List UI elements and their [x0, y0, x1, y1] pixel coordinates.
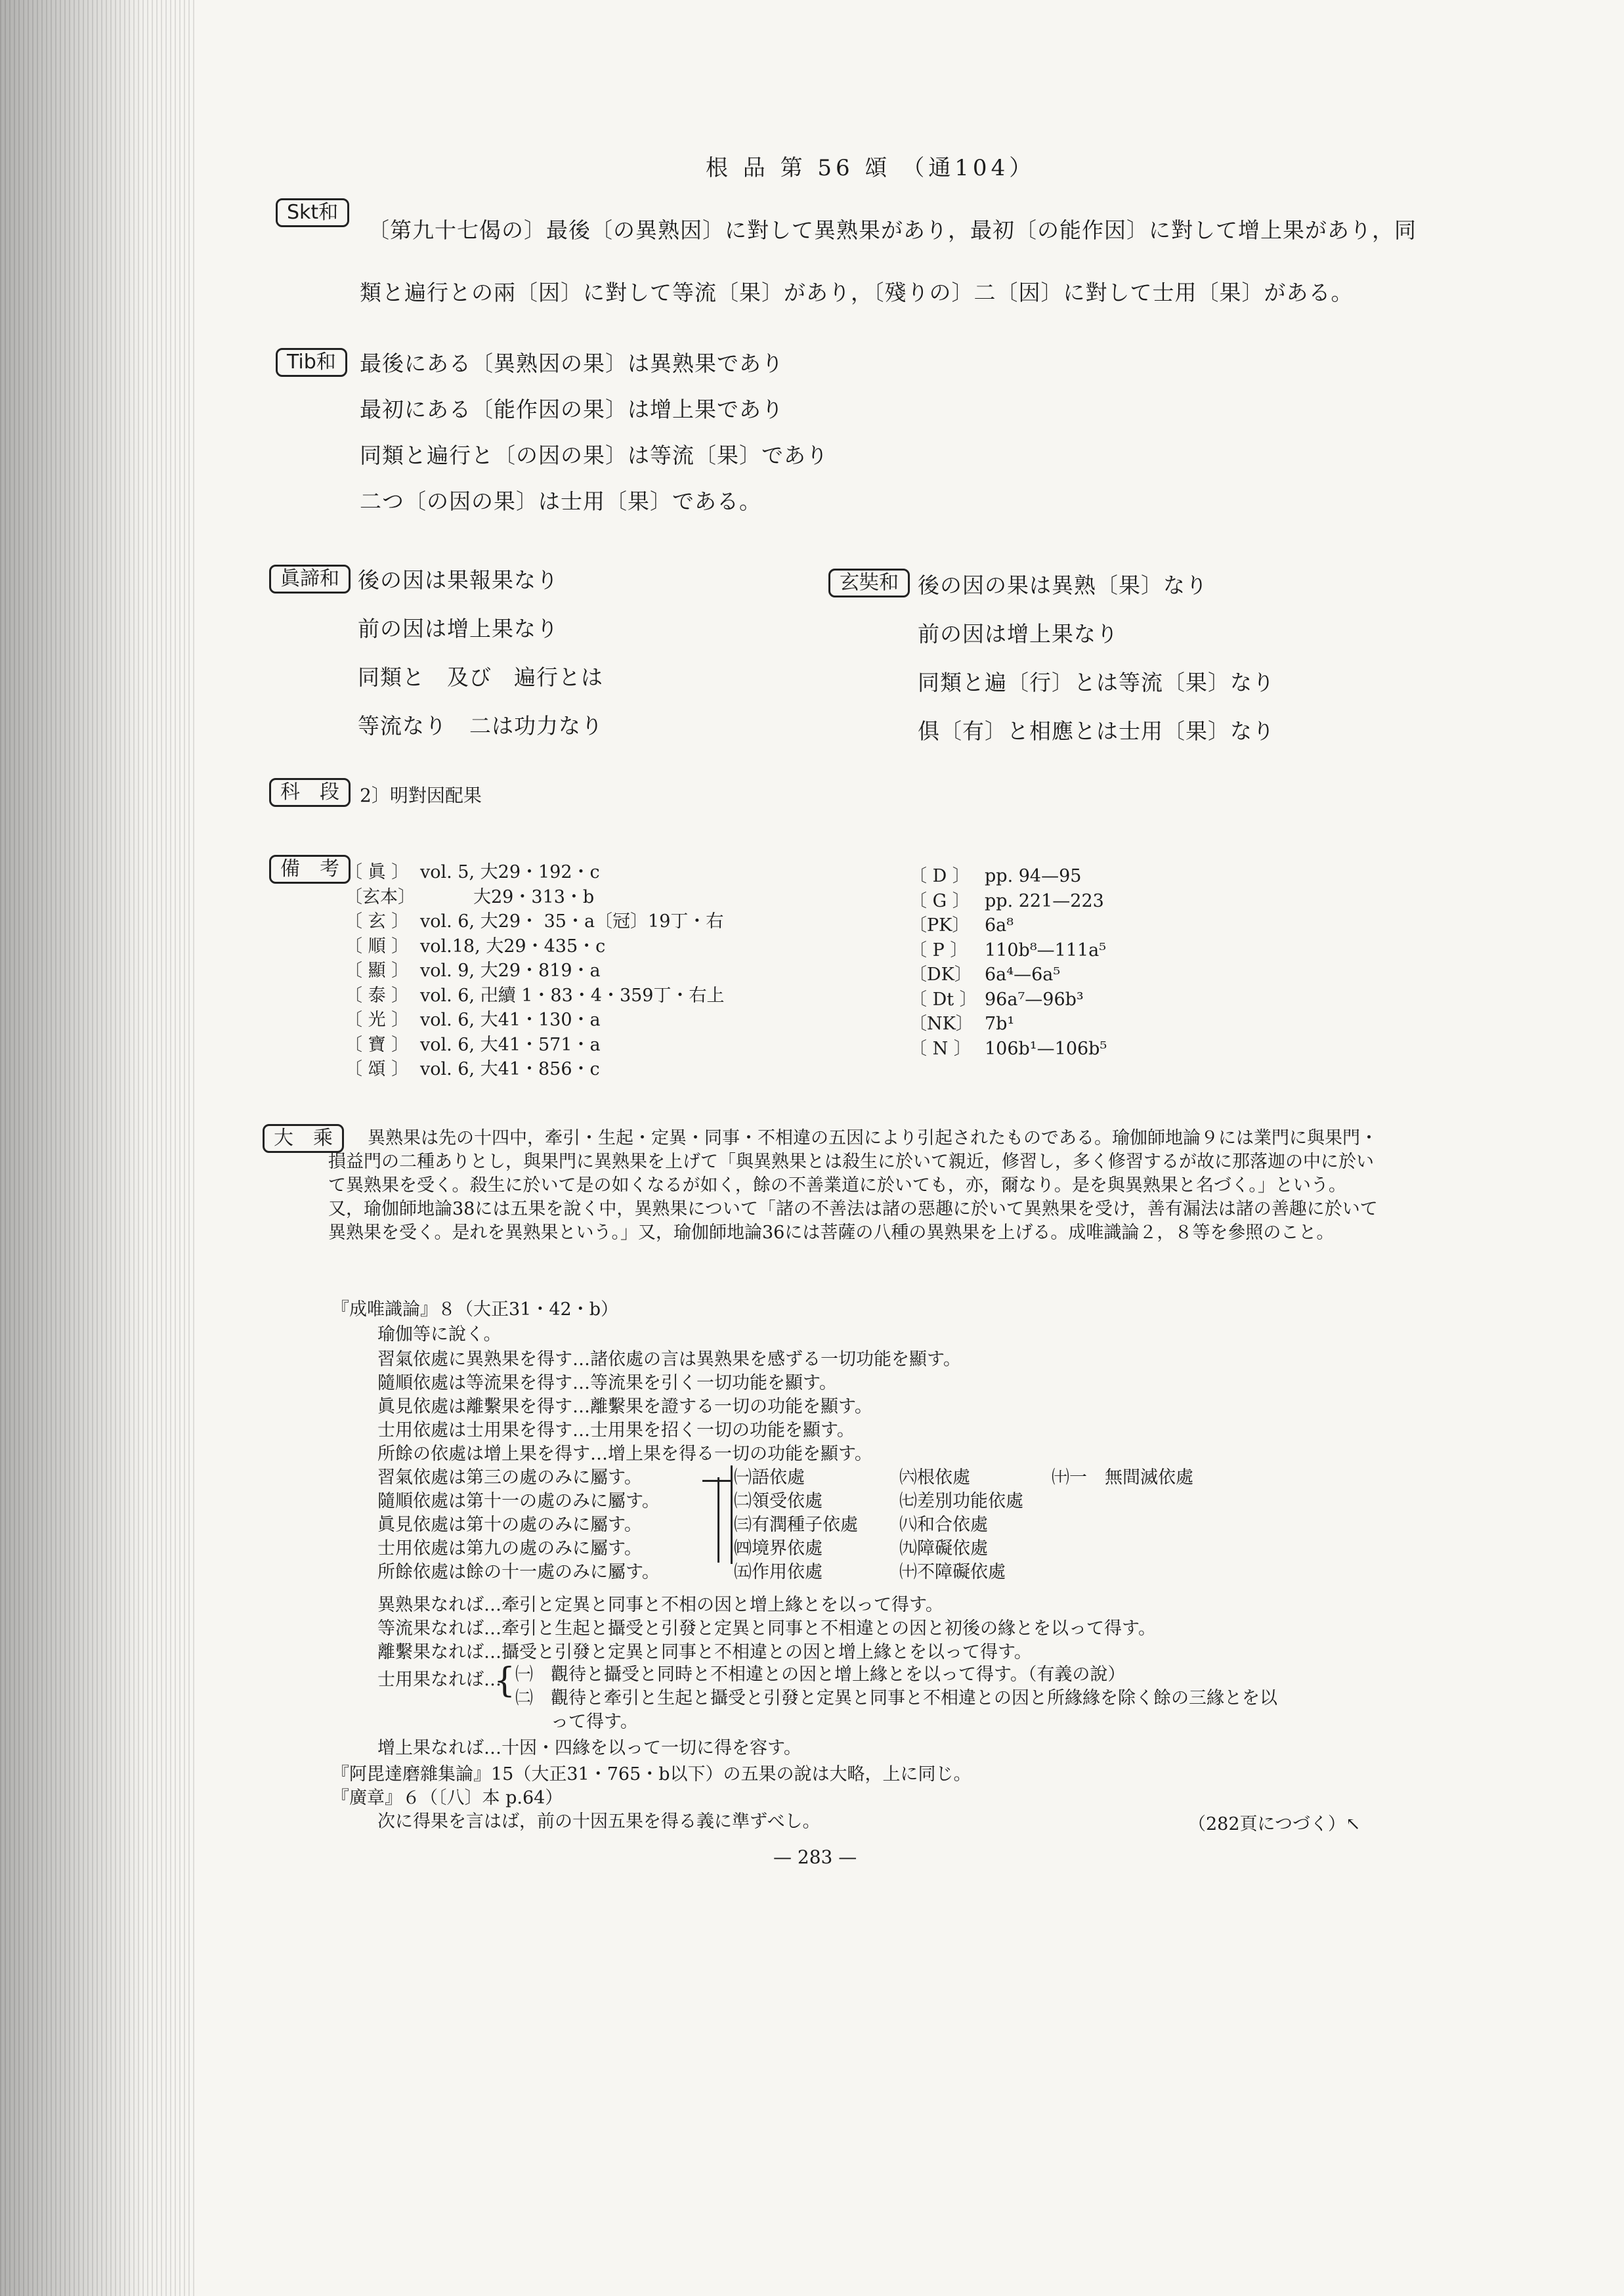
yield-line: 士用依處は士用果を得す…士用果を招く一切の功能を顯す。: [377, 1420, 855, 1440]
ref-value: 大29・313・b: [420, 886, 595, 907]
ref-key: 〔 N 〕: [909, 1038, 972, 1059]
tib-line-3: 同類と遍行と〔の因の果〕は等流〔果〕であり: [360, 443, 828, 468]
biko-right-row: [909, 1009, 1014, 1035]
ref-key: 〔DK〕: [909, 964, 972, 985]
ref-key: 〔 泰 〕: [345, 985, 410, 1006]
scan-edge-shadow: [0, 0, 197, 2296]
ref-value: 106b¹—106b⁵: [985, 1038, 1107, 1059]
skt-line-1: 〔第九十七偈の〕最後〔の異熟因〕に對して異熟果があり，最初〔の能作因〕に對して增上果があり，同: [368, 217, 1417, 243]
shintai-line-1: 後の因は果報果なり: [358, 567, 559, 593]
tib-line-2: 最初にある〔能作因の果〕は增上果であり: [360, 397, 784, 422]
biko-left-row: [345, 1030, 601, 1056]
ref-jouyuishiki: 『成唯識論』８（大正31・42・b）: [331, 1299, 618, 1320]
shiyu-line: ㈠ 觀待と攝受と同時と不相違との因と增上緣とを以って得す。（有義の說）: [515, 1664, 1126, 1685]
tree-connector-v2: [717, 1477, 719, 1563]
belong-line: 隨順依處は第十一の處のみに屬す。: [377, 1491, 660, 1511]
tree-col-2-item: ㈩不障礙依處: [899, 1562, 1006, 1582]
biko-left-row: [345, 1054, 600, 1080]
biko-right-row: [909, 985, 1084, 1010]
ref-key: 〔 眞 〕: [345, 862, 410, 882]
zojo-line: 增上果なれば…十因・四緣を以って一切に得を容す。: [377, 1738, 801, 1758]
ref-key: 〔 顯 〕: [345, 961, 410, 981]
biko-tag: 備 考: [269, 855, 351, 884]
ref-key: 〔 順 〕: [345, 936, 410, 957]
biko-left-row: [345, 882, 594, 908]
shiyu-line: って得す。: [515, 1712, 638, 1732]
fruit-line: 等流果なれば…牽引と生起と攝受と引發と定異と同事と不相違との因と初後の緣とを以って得す。: [377, 1618, 1156, 1639]
ref-value: vol. 6, 大41・130・a: [420, 1010, 601, 1030]
ref-key: 〔PK〕: [909, 915, 970, 936]
yield-line: 習氣依處に異熟果を得す…諸依處の言は異熟果を感ずる一切功能を顯す。: [377, 1349, 961, 1370]
ref-value: vol. 6, 大29・ 35・a〔冠〕19丁・右: [420, 911, 724, 932]
tree-col-1-item: ㈣境界依處: [734, 1538, 823, 1559]
belong-line: 習氣依處は第三の處のみに屬す。: [377, 1467, 642, 1488]
biko-right-row: [909, 1034, 1107, 1060]
ref-value: 6a⁴—6a⁵: [985, 964, 1061, 985]
tree-col-2-item: ㈨障礙依處: [899, 1538, 988, 1559]
biko-right-row: [909, 936, 1106, 961]
ref-intro: 瑜伽等に說く。: [377, 1324, 502, 1345]
tree-col-3-item: ㈩一 無間滅依處: [1052, 1467, 1193, 1488]
shiyu-line: ㈡ 觀待と牽引と生起と攝受と引發と定異と同事と不相違との因と所緣緣を除く餘の三緣とを以: [515, 1688, 1277, 1708]
yield-line: 眞見依處は離繫果を得す…離繫果を證する一切の功能を顯す。: [377, 1397, 872, 1417]
biko-left-row: [345, 907, 723, 932]
shintai-line-2: 前の因は增上果なり: [358, 616, 559, 641]
kadan-tag: 科 段: [269, 778, 351, 807]
ref-key: 〔 P 〕: [909, 940, 968, 961]
taijo-paragraph: 異熟果は先の十四中，牽引・生起・定異・同事・不相違の五因により引起されたものである。瑜伽師地論９には業門に與果門・損益門の二種ありとし，與果門に異熟果を上げて「與異熟果とは殺生に於いて親近，修習し，多く修習するが故に那落迦の中に於いて異熟果を受く。殺生に於いて是の如くなるが如く，餘の不善業道に於いても，亦，爾なり。是を與異熟果と名づく。」という。又，瑜伽師地論38には五果を說く中，異熟果について「諸の不善法は諸の惡趣に於いて異熟果を受け，善有漏法は諸の善趣に於いて異熟果を受く。是れを異熟果という。」又，瑜伽師地論36には菩薩の八種の異熟果を上げる。成唯識論２，８等を參照のこと。: [328, 1128, 1378, 1243]
belong-line: 士用依處は第九の處のみに屬す。: [377, 1538, 642, 1559]
ref-kosho: 『廣章』６（〔八〕本 p.64）: [331, 1788, 563, 1808]
genjo-line-2: 前の因は增上果なり: [918, 621, 1119, 647]
taijo-tag: 大 乘: [263, 1124, 344, 1153]
tree-col-2-item: ㈥根依處: [899, 1467, 970, 1488]
genjo-line-3: 同類と遍〔行〕とは等流〔果〕なり: [918, 670, 1275, 695]
page-number: — 283 —: [773, 1846, 857, 1868]
biko-left-row: [345, 956, 601, 982]
ref-value: 96a⁷—96b³: [985, 989, 1084, 1010]
ref-key: 〔 D 〕: [909, 866, 970, 886]
ref-value: vol. 6, 卍續 1・83・4・359丁・右上: [420, 985, 725, 1006]
kadan-text: 2〕明對因配果: [360, 785, 482, 806]
ref-value: vol. 6, 大41・571・a: [420, 1034, 601, 1055]
ref-key: 〔 光 〕: [345, 1010, 410, 1030]
ref-value: vol.18, 大29・435・c: [420, 936, 606, 957]
tib-tag: Tib和: [276, 348, 347, 377]
biko-right-row: [909, 960, 1060, 986]
biko-left-row: [345, 981, 724, 1007]
ref-value: pp. 94—95: [985, 866, 1082, 886]
ref-key: 〔 G 〕: [909, 890, 970, 911]
ref-zashu: 『阿毘達磨雜集論』15（大正31・765・b以下）の五果の說は大略，上に同じ。: [331, 1764, 972, 1785]
biko-left-row: [345, 857, 600, 883]
fruit-line: 異熟果なれば…牽引と定異と同事と不相の因と增上緣とを以って得す。: [377, 1595, 943, 1615]
ref-value: 7b¹: [985, 1014, 1015, 1034]
shintai-tag: 眞諦和: [269, 565, 351, 594]
belong-line: 所餘依處は餘の十一處のみに屬す。: [377, 1562, 660, 1582]
ref-key: 〔 頌 〕: [345, 1059, 410, 1079]
ref-value: pp. 221—223: [985, 890, 1104, 911]
ref-value: 6a⁸: [985, 915, 1014, 936]
skt-tag: Skt和: [276, 198, 349, 227]
belong-line: 眞見依處は第十の處のみに屬す。: [377, 1515, 642, 1535]
skt-line-2: 類と遍行との兩〔因〕に對して等流〔果〕があり，〔殘りの〕二〔因〕に對して士用〔果〕がある。: [360, 280, 1354, 305]
tree-col-2-item: ㈦差別功能依處: [899, 1491, 1023, 1511]
tree-col-1-item: ㈡領受依處: [734, 1491, 823, 1511]
tib-line-1: 最後にある〔異熟因の果〕は異熟果であり: [360, 351, 784, 376]
ref-value: 110b⁸—111a⁵: [985, 940, 1107, 961]
biko-right-row: [909, 886, 1104, 912]
tree-col-1-item: ㈢有潤種子依處: [734, 1515, 858, 1535]
fruit-line: 離繫果なれば…攝受と引發と定異と同事と不相違との因と增上緣とを以って得す。: [377, 1642, 1032, 1662]
shiyu-brace: {: [494, 1661, 516, 1700]
ref-key: 〔NK〕: [909, 1014, 973, 1034]
tree-col-2-item: ㈧和合依處: [899, 1515, 988, 1535]
ref-key: 〔 玄 〕: [345, 911, 410, 932]
biko-left-row: [345, 932, 605, 957]
ref-key: 〔玄本〕: [345, 886, 416, 907]
ref-key: 〔 Dt 〕: [909, 989, 977, 1010]
biko-right-row: [909, 911, 1014, 936]
ref-key: 〔 寶 〕: [345, 1034, 410, 1055]
ref-value: vol. 5, 大29・192・c: [420, 862, 600, 882]
genjo-line-4: 俱〔有〕と相應とは士用〔果〕なり: [918, 718, 1275, 744]
shintai-line-3: 同類と 及び 遍行とは: [358, 664, 603, 690]
ref-value: vol. 6, 大41・856・c: [420, 1059, 600, 1079]
ref-value: vol. 9, 大29・819・a: [420, 961, 601, 981]
tree-col-1-item: ㈠語依處: [734, 1467, 805, 1488]
genjo-tag: 玄奘和: [828, 569, 910, 597]
tree-connector-v1: [731, 1465, 733, 1564]
last-line: 次に得果を言はば，前の十因五果を得る義に準ずべし。: [377, 1811, 821, 1832]
shintai-line-4: 等流なり 二は功力なり: [358, 713, 603, 739]
yield-line: 所餘の依處は增上果を得す…增上果を得る一切の功能を顯す。: [377, 1444, 872, 1464]
yield-line: 隨順依處は等流果を得す…等流果を引く一切功能を顯す。: [377, 1373, 837, 1393]
shiyu-label: 士用果なれば…: [377, 1670, 502, 1690]
tib-line-4: 二つ〔の因の果〕は士用〔果〕である。: [360, 488, 761, 514]
page-title: 根 品 第 56 頌 （通104）: [706, 155, 1036, 181]
tree-col-1-item: ㈤作用依處: [734, 1562, 823, 1582]
continued-note: （282頁につづく）↖: [1188, 1814, 1361, 1834]
biko-left-row: [345, 1005, 601, 1031]
biko-right-row: [909, 861, 1081, 887]
genjo-line-1: 後の因の果は異熟〔果〕なり: [918, 573, 1208, 598]
